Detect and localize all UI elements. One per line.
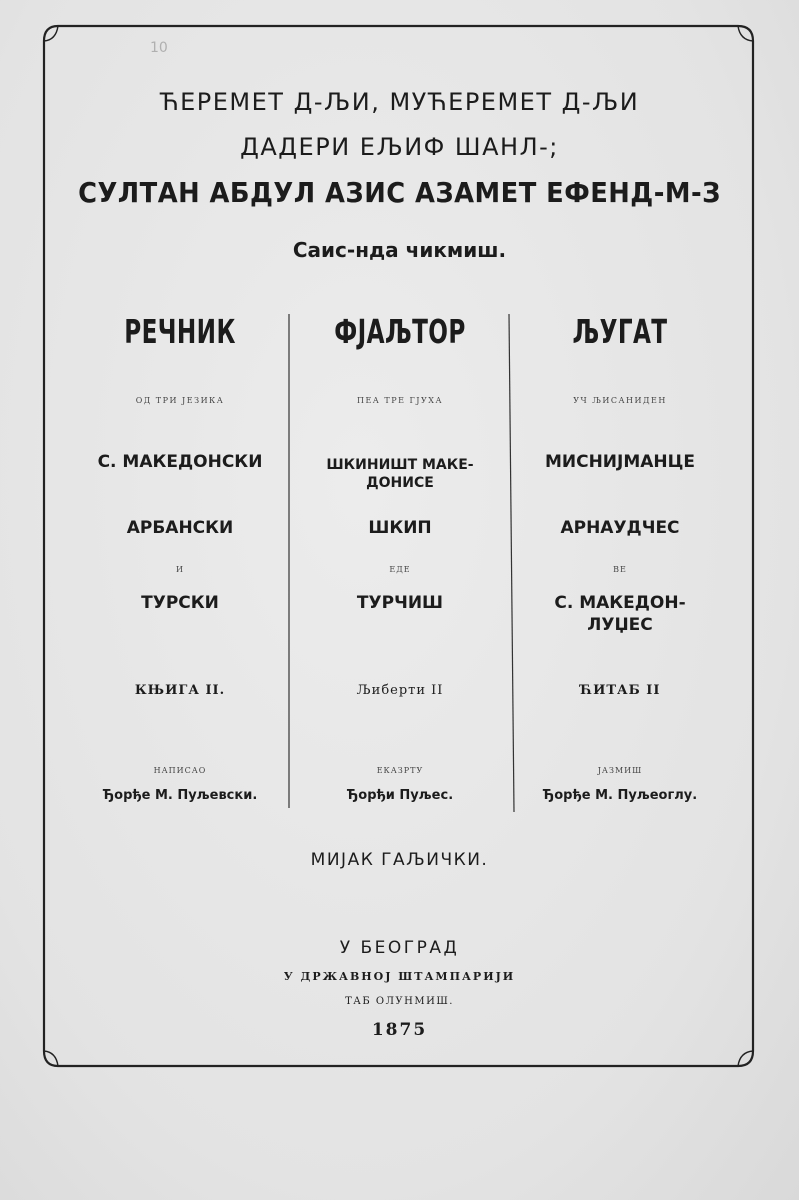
byline-label: НАПИСАО xyxy=(153,766,207,775)
language-3: ТУРЧИШ xyxy=(356,593,444,613)
header-line-3: СУЛТАН АБДУЛ АЗИС АЗАМЕТ ЕФЕНД-М-З xyxy=(78,176,721,209)
language-2: АРНАУДЧЕС xyxy=(560,518,680,538)
language-3: С. МАКЕДОН- ЛУЏЕС xyxy=(554,593,686,635)
column-title: ФЈАЉТОР xyxy=(334,312,466,351)
imprint-year: 1875 xyxy=(371,1020,428,1040)
book-number: ЋИТАБ II xyxy=(579,683,661,698)
byline-label: ЈАЗМИШ xyxy=(597,766,643,775)
imprint-press: У ДРЖАВНОЈ ШТАМПАРИЈИ xyxy=(283,970,516,983)
conjunction: ЕДЕ xyxy=(389,565,411,574)
language-2: ШКИП xyxy=(368,518,432,538)
language-3: ТУРСКИ xyxy=(141,593,219,613)
language-1: ШКИНИШТ МАКЕ- ДОНИСЕ xyxy=(326,457,474,491)
language-1: С. МАКЕДОНСКИ xyxy=(97,452,263,472)
conjunction: ВЕ xyxy=(613,565,627,574)
header-line-1: ЋЕРЕМЕТ Д-ЉИ, МУЋЕРЕМЕТ Д-ЉИ xyxy=(159,88,640,116)
column-title: РЕЧНИК xyxy=(124,312,236,351)
column-subtitle: УЧ ЉИСАНИДЕН xyxy=(573,396,667,405)
mijak-line: МИЈАК ГАЉИЧКИ. xyxy=(310,850,489,870)
conjunction: И xyxy=(176,565,184,574)
book-number: КЊИГА II. xyxy=(134,683,226,698)
column-title: ЉУГАТ xyxy=(572,312,668,351)
byline-label: ЕКАЗРТУ xyxy=(376,766,424,775)
imprint-press-turkish: ТАБ ОЛУНМИШ. xyxy=(345,996,454,1007)
imprint-city: У БЕОГРАД xyxy=(339,938,460,958)
author: Ђорђе М. Пуљевски. xyxy=(102,788,258,803)
author: Ђорђе М. Пуљеоглу. xyxy=(542,788,698,803)
column-subtitle: ПЕА ТРЕ ГЈУХА xyxy=(356,396,444,405)
book-number: Љиберти II xyxy=(356,683,444,698)
header-line-4: Саис-нда чикмиш. xyxy=(292,238,507,262)
author: Ђорђи Пуљес. xyxy=(346,788,454,803)
column-subtitle: ОД ТРИ ЈЕЗИКА xyxy=(135,396,225,405)
language-1: МИСНИЈМАНЦЕ xyxy=(544,452,696,472)
header-line-2: ДАДЕРИ ЕЉИФ ШАНЛ-; xyxy=(240,133,559,161)
margin-note: 10 xyxy=(150,40,168,56)
language-2: АРБАНСКИ xyxy=(126,518,234,538)
